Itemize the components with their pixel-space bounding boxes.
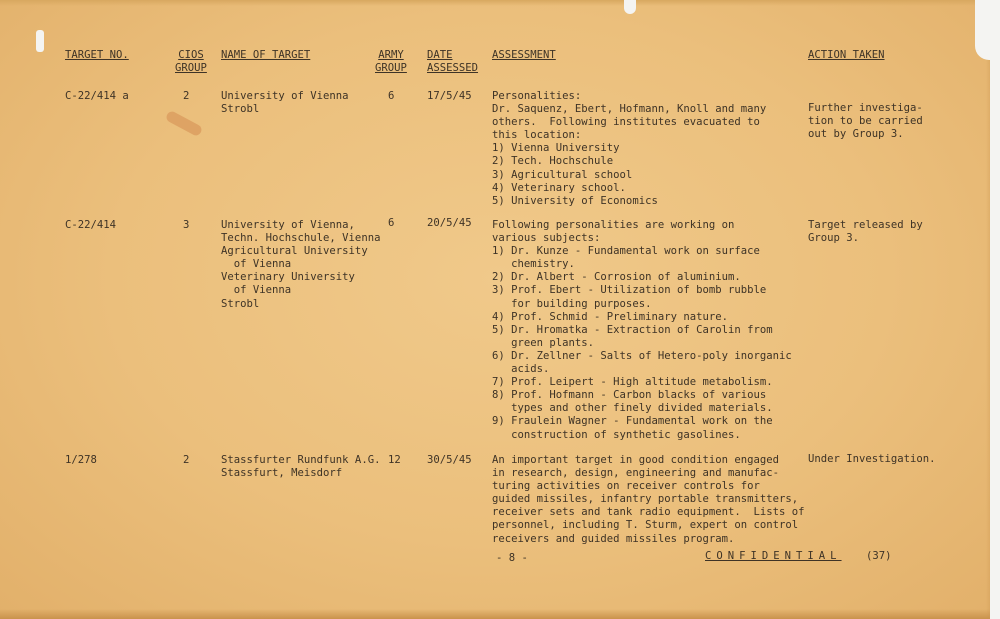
header-name-of-target: NAME OF TARGET: [221, 49, 311, 61]
paper-tear: [624, 0, 636, 14]
row-cios-group: 2: [183, 454, 190, 466]
header-date-assessed: DATE ASSESSED: [427, 49, 479, 75]
row-assessment: An important target in good condition engaged in research, design, engineering and manufac- turing activities on receiver controls for guided missiles, infantry portable transmitters, receiver sets and tank radio equipment. Lists of personnel, including T. Sturm, expert on control receivers and guided missiles program.: [492, 454, 805, 545]
row-target-no: C-22/414: [65, 219, 117, 231]
row-date: 17/5/45: [427, 90, 472, 102]
row-army-group: 6: [388, 90, 395, 102]
row-target-no: 1/278: [65, 454, 97, 466]
sheet-number: (37): [866, 550, 892, 562]
header-target-no: TARGET NO.: [65, 49, 129, 61]
row-assessment: Personalities: Dr. Saquenz, Ebert, Hofmann, Knoll and many others. Following institutes evacuated to this location: 1) Vienna University 2) Tech. Hochschule 3) Agricultural school 4) Veterinary school. 5) University of Economics: [492, 90, 767, 207]
paper-stain: [165, 110, 204, 138]
row-action: Target released by Group 3.: [808, 219, 923, 245]
paper-edge-shadow: [0, 609, 1000, 619]
header-action-taken: ACTION TAKEN: [808, 49, 885, 61]
row-assessment: Following personalities are working on various subjects: 1) Dr. Kunze - Fundamental work on surface chemistry. 2) Dr. Albert - Corrosion of aluminium. 3) Prof. Ebert - Utilization of bomb rubble for building purposes. 4) Prof. Schmid - Preliminary nature. 5) Dr. Hromatka - Extraction of Carolin from green plants. 6) Dr. Zellner - Salts of Hetero-poly inorganic acids. 7) Prof. Leipert - High altitude metabolism. 8) Prof. Hofmann - Carbon blacks of various types and other finely divided materials. 9) Fraulein Wagner - Fundamental work on the construction of synthetic gasolines.: [492, 219, 792, 441]
paper-tear: [36, 30, 44, 52]
header-cios-group: CIOS GROUP: [175, 49, 207, 75]
row-target-name: University of Vienna Strobl: [221, 90, 349, 116]
paper-tear: [990, 60, 1000, 619]
row-cios-group: 2: [183, 90, 190, 102]
row-action: Under Investigation.: [808, 453, 936, 465]
header-army-group: ARMY GROUP: [375, 49, 407, 75]
row-cios-group: 3: [183, 219, 190, 231]
row-action: Further investiga- tion to be carried out by Group 3.: [808, 102, 923, 141]
row-date: 30/5/45: [427, 454, 472, 466]
page-number: - 8 -: [496, 552, 528, 564]
row-target-no: C-22/414 a: [65, 90, 129, 102]
paper-tear: [975, 0, 1000, 60]
row-target-name: University of Vienna, Techn. Hochschule, Vienna Agricultural University of Vienna Veterinary University of Vienna Strobl: [221, 219, 381, 310]
paper-edge-shadow: [0, 0, 1000, 6]
row-army-group: 12: [388, 454, 401, 466]
classification-marking: CONFIDENTIAL: [705, 550, 842, 562]
header-assessment: ASSESSMENT: [492, 49, 556, 61]
row-army-group: 6: [388, 217, 395, 229]
row-date: 20/5/45: [427, 217, 472, 229]
row-target-name: Stassfurter Rundfunk A.G. Stassfurt, Meisdorf: [221, 454, 381, 480]
